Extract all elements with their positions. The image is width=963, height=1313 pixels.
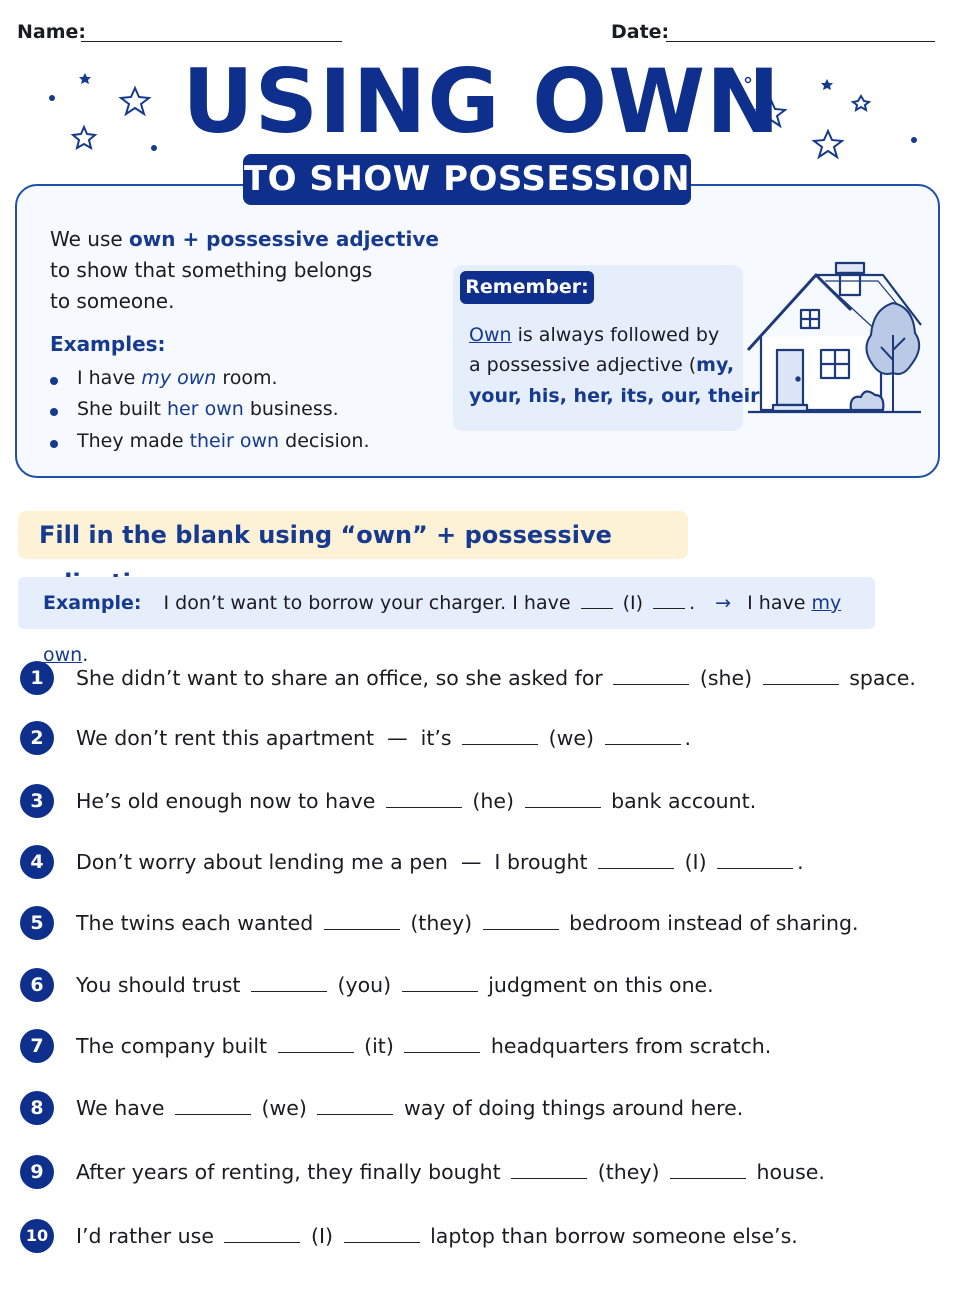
question-text-end: laptop than borrow someone else’s. [423, 1224, 798, 1248]
answer-blank[interactable] [511, 1158, 587, 1179]
question-number-badge: 5 [20, 906, 54, 940]
remember-tag: Remember: [460, 271, 594, 304]
bullet-icon [50, 408, 58, 416]
blank [581, 588, 613, 609]
pronoun-cue: (they) [403, 911, 479, 935]
question-text [76, 784, 756, 818]
question-text-end: house. [750, 1160, 825, 1184]
pronoun-cue: (it) [357, 1034, 401, 1058]
instruction-banner: Fill in the blank using “own” + possessive [18, 511, 688, 559]
house-icon [743, 255, 928, 420]
question-number-badge: 3 [20, 784, 54, 818]
question-text [76, 1091, 743, 1125]
question-text-start: You should trust [76, 973, 247, 997]
question-text [76, 845, 804, 879]
answer-blank[interactable] [278, 1032, 354, 1053]
question-number-badge: 2 [20, 721, 54, 755]
answer-blank[interactable] [324, 909, 400, 930]
question-text [76, 721, 691, 755]
example-answer: my own [43, 592, 842, 666]
answer-blank[interactable] [670, 1158, 746, 1179]
rule-emphasis: own + possessive adjective [129, 227, 439, 251]
question-text [76, 1219, 798, 1253]
blank [653, 588, 685, 609]
pronoun-cue: (you) [330, 973, 398, 997]
answer-blank[interactable] [605, 724, 681, 745]
example-item: She built her own business. [50, 398, 339, 420]
rule-line-3: to someone. [50, 289, 175, 313]
question-text [76, 968, 714, 1002]
question-number-badge: 1 [20, 661, 54, 695]
answer-blank[interactable] [462, 724, 538, 745]
question-text [76, 1155, 825, 1189]
question-number-badge: 10 [20, 1219, 54, 1253]
answer-blank[interactable] [483, 909, 559, 930]
title-banner: TO SHOW POSSESSION [243, 154, 691, 205]
answer-blank[interactable] [763, 664, 839, 685]
question-number-badge: 6 [20, 968, 54, 1002]
rule-line-1: We use own + possessive adjective [50, 227, 439, 251]
question-text-end: . [797, 850, 804, 874]
answer-blank[interactable] [717, 848, 793, 869]
question-text-start: We don’t rent this apartment — it’s [76, 726, 459, 750]
name-label: Name: [17, 21, 87, 43]
answer-blank[interactable] [175, 1094, 251, 1115]
question-text [76, 661, 916, 695]
answer-blank[interactable] [404, 1032, 480, 1053]
question-text-end: space. [842, 666, 916, 690]
remember-line-1: Own is always followed by [469, 324, 720, 346]
question-text-end: way of doing things around here. [397, 1096, 744, 1120]
date-label: Date: [611, 21, 670, 43]
pronoun-cue: (we) [542, 726, 601, 750]
pronoun-cue: (she) [693, 666, 759, 690]
pronoun-cue: (I) [678, 850, 714, 874]
question-text-start: I’d rather use [76, 1224, 221, 1248]
question-text-start: Don’t worry about lending me a pen — I brought [76, 850, 595, 874]
arrow-icon: → [715, 592, 732, 614]
question-text-start: We have [76, 1096, 172, 1120]
question-text-start: She didn’t want to share an office, so she asked for [76, 666, 610, 690]
rule-text [50, 224, 439, 317]
example-label: Example: [43, 592, 142, 614]
question-text-end: . [684, 726, 692, 750]
remember-line-3: your, his, her, its, our, their [469, 385, 760, 407]
question-number-badge: 8 [20, 1091, 54, 1125]
pronoun-cue: (they) [591, 1160, 667, 1184]
question-number-badge: 4 [20, 845, 54, 879]
answer-blank[interactable] [344, 1222, 420, 1243]
question-text-start: He’s old enough now to have [76, 789, 382, 813]
question-text [76, 1029, 771, 1063]
bullet-icon [50, 377, 58, 385]
examples-heading: Examples: [50, 332, 166, 356]
answer-blank[interactable] [402, 971, 478, 992]
pronoun-cue: (we) [255, 1096, 314, 1120]
answer-blank[interactable] [598, 848, 674, 869]
question-text-end: bedroom instead of sharing. [562, 911, 859, 935]
answer-blank[interactable] [251, 971, 327, 992]
name-field[interactable] [81, 41, 342, 42]
rule-line-2: to show that something belongs [50, 258, 373, 282]
question-number-badge: 7 [20, 1029, 54, 1063]
question-text-start: After years of renting, they finally bought [76, 1160, 508, 1184]
bullet-icon [50, 440, 58, 448]
pronoun-cue: (I) [304, 1224, 340, 1248]
answer-blank[interactable] [525, 787, 601, 808]
question-text-start: The twins each wanted [76, 911, 320, 935]
date-field[interactable] [666, 41, 935, 42]
answer-blank[interactable] [386, 787, 462, 808]
question-text-end: bank account. [604, 789, 757, 813]
question-text-end: judgment on this one. [481, 973, 714, 997]
example-item: I have my own room. [50, 367, 278, 389]
answer-blank[interactable] [613, 664, 689, 685]
question-text-end: headquarters from scratch. [484, 1034, 772, 1058]
question-text-start: The company built [76, 1034, 274, 1058]
answer-blank[interactable] [224, 1222, 300, 1243]
pronoun-cue: (he) [465, 789, 521, 813]
remember-line-2: a possessive adjective (my, [469, 354, 735, 376]
question-text [76, 906, 859, 940]
example-item: They made their own decision. [50, 430, 370, 452]
answer-blank[interactable] [317, 1094, 393, 1115]
question-number-badge: 9 [20, 1155, 54, 1189]
page-title: USING OWN [182, 50, 781, 153]
example-box: Example: I don’t want to borrow your charger. I have (I) . → I have my own. [18, 577, 875, 629]
